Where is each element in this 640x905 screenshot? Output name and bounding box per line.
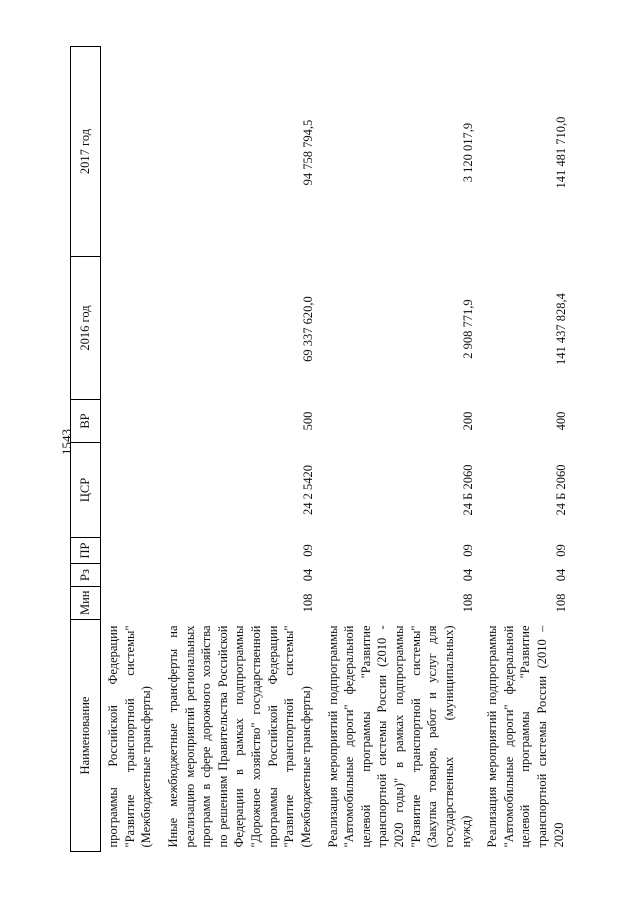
row-rz xyxy=(101,564,161,587)
row-pr: 09 xyxy=(300,544,315,557)
row-vr: 400 xyxy=(553,411,568,431)
table-row xyxy=(161,47,321,852)
row-vr xyxy=(101,400,161,443)
row-rz: 04 xyxy=(553,568,568,582)
row-vr: 200 xyxy=(460,411,475,431)
row-2017 xyxy=(101,47,161,257)
table-row xyxy=(101,47,161,852)
row-name: Реализация мероприятий подпрограммы "Автомобильные дороги" федеральной целевой программы "Развитие транспортной системы России (2010 - 2020 годы)" в рамках подпрограммы "Развитие транспортной системы" (Закупка товаров, работ и услуг для государственных (муниципальных) нужд) xyxy=(325,625,473,848)
page-number: 1543 xyxy=(59,429,74,455)
row-pr xyxy=(101,538,161,564)
header-2016: 2016 год xyxy=(71,257,101,400)
budget-table-container xyxy=(70,47,600,852)
row-min: 108 xyxy=(300,593,315,613)
table-header-row xyxy=(71,47,101,852)
row-csr: 24 Б 2060 xyxy=(460,464,475,516)
budget-table xyxy=(70,46,573,852)
header-2017: 2017 год xyxy=(71,47,101,257)
row-csr: 24 Б 2060 xyxy=(553,464,568,516)
row-2016: 69 337 620,0 xyxy=(300,296,315,362)
header-csr: ЦСР xyxy=(71,443,101,538)
row-2016 xyxy=(101,257,161,400)
row-name: Реализация мероприятий подпрограммы "Автомобильные дороги" федеральной целевой программы "Развитие транспортной системы России (2010 – 2020 xyxy=(485,625,566,848)
row-2016: 141 437 828,4 xyxy=(553,293,568,365)
table-row xyxy=(321,47,481,852)
row-2016: 2 908 771,9 xyxy=(460,299,475,359)
row-min xyxy=(101,587,161,620)
header-vr: ВР xyxy=(71,400,101,443)
row-csr xyxy=(101,443,161,538)
row-name: программы Российской Федерации "Развитие транспортной системы" (Межбюджетные трансферты) xyxy=(106,625,154,848)
table-row xyxy=(480,47,573,852)
row-csr: 24 2 5420 xyxy=(300,465,315,515)
header-pr: ПР xyxy=(71,538,101,564)
row-rz: 04 xyxy=(460,568,475,582)
row-2017: 141 481 710,0 xyxy=(553,116,568,189)
header-min: Мин xyxy=(71,587,101,620)
row-min: 108 xyxy=(553,593,568,613)
header-rz: Рз xyxy=(71,564,101,587)
row-rz: 04 xyxy=(300,568,315,582)
row-vr: 500 xyxy=(300,411,315,431)
header-name: Наименование xyxy=(71,620,101,852)
row-2017: 94 758 794,5 xyxy=(300,119,315,186)
row-pr: 09 xyxy=(460,544,475,557)
row-pr: 09 xyxy=(553,544,568,557)
row-name: Иные межбюджетные трансферты на реализацию мероприятий региональных программ в сфере дорожного хозяйства по решениям Правительства Российской Федерации в рамках подпрограммы "Дорожное хозяйство" государственной программы Российской Федерации "Развитие транспортной системы" (Межбюджетные трансферты) xyxy=(165,625,313,848)
row-2017: 3 120 017,9 xyxy=(460,122,475,183)
row-min: 108 xyxy=(460,593,475,613)
